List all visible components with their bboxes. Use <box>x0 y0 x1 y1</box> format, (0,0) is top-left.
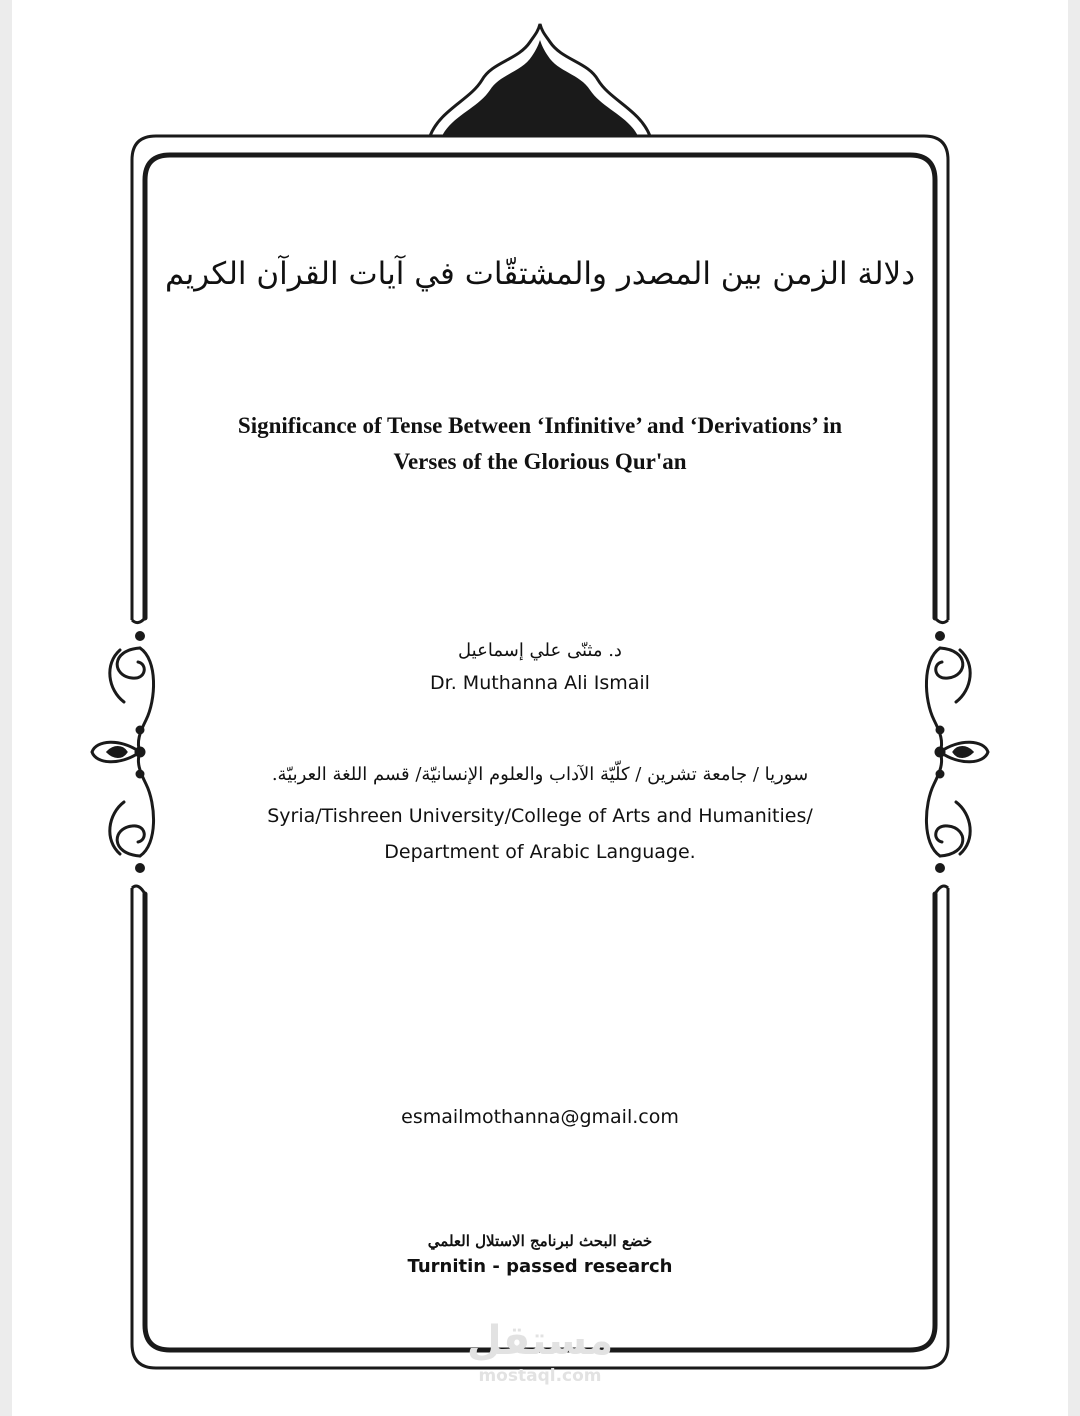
watermark-logo-arabic: مستقل <box>466 1318 614 1364</box>
author-name-arabic: د. مثنّى علي إسماعيل <box>458 640 622 661</box>
affiliation-english-line-1: Syria/Tishreen University/College of Arts and Humanities/ <box>267 805 813 827</box>
affiliation-english-line-2: Department of Arabic Language. <box>384 841 696 863</box>
turnitin-note-english: Turnitin - passed research <box>407 1256 673 1277</box>
turnitin-note-arabic: خضع البحث لبرنامج الاستلال العلمي <box>427 1232 653 1250</box>
inner-frame-top <box>145 155 935 618</box>
affiliation-english <box>0 798 1080 870</box>
english-title-line-2: Verses of the Glorious Qur'an <box>393 449 687 474</box>
watermark-logo-url: mostaql.com <box>478 1366 602 1386</box>
affiliation-arabic: سوريا / جامعة تشرين / كلّيّة الآداب والعلوم الإنسانيّة/ قسم اللغة العربيّة. <box>271 764 809 785</box>
outer-frame-top <box>132 136 948 620</box>
crown-ornament <box>430 24 650 136</box>
author-name-english: Dr. Muthanna Ali Ismail <box>430 672 650 694</box>
arabic-title: دلالة الزمن بين المصدر والمشتقّات في آيات القرآن الكريم <box>165 256 915 292</box>
outer-frame-bottom <box>132 888 948 1368</box>
english-title <box>0 408 1080 480</box>
english-title-line-1: Significance of Tense Between ‘Infinitive’ and ‘Derivations’ in <box>237 413 843 438</box>
author-email[interactable]: esmailmothanna@gmail.com <box>401 1106 679 1128</box>
